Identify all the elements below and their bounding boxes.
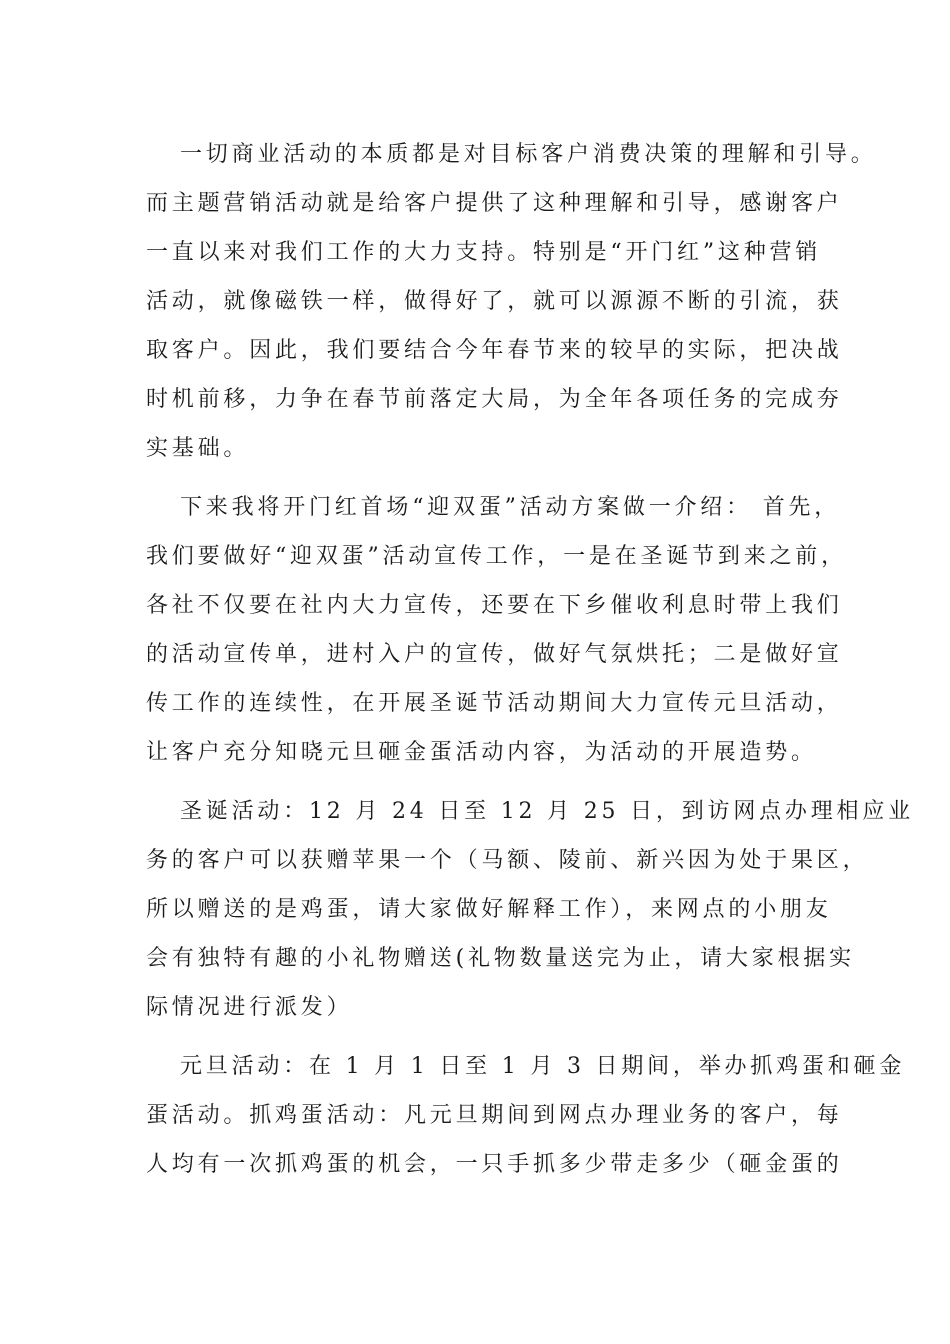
text-line: 元旦活动：在 1 月 1 日至 1 月 3 日期间，举办抓鸡蛋和砸金 bbox=[180, 1054, 906, 1079]
document-body bbox=[146, 130, 914, 1199]
text-line: 取客户。因此，我们要结合今年春节来的较早的实际，把决战 bbox=[146, 338, 843, 363]
text-line: 一直以来对我们工作的大力支持。特别是“开门红”这种营销 bbox=[146, 240, 822, 265]
text-line: 蛋活动。抓鸡蛋活动：凡元旦期间到网点办理业务的客户，每 bbox=[146, 1103, 843, 1128]
paragraph-christmas bbox=[146, 787, 914, 1032]
paragraph-intro bbox=[146, 130, 877, 473]
text-line: 我们要做好“迎双蛋”活动宣传工作，一是在圣诞节到来之前， bbox=[146, 544, 847, 569]
text-line: 传工作的连续性，在开展圣诞节活动期间大力宣传元旦活动， bbox=[146, 691, 843, 716]
text-line: 务的客户可以获赠苹果一个（马额、陵前、新兴因为处于果区， bbox=[146, 848, 869, 873]
paragraph-new-year bbox=[146, 1042, 906, 1189]
text-line: 而主题营销活动就是给客户提供了这种理解和引导，感谢客户 bbox=[146, 191, 843, 216]
text-line: 所以赠送的是鸡蛋，请大家做好解释工作），来网点的小朋友 bbox=[146, 897, 832, 922]
text-line: 一切商业活动的本质都是对目标客户消费决策的理解和引导。 bbox=[180, 142, 877, 167]
paragraph-plan bbox=[146, 483, 847, 777]
text-line: 圣诞活动：12 月 24 日至 12 月 25 日，到访网点办理相应业 bbox=[180, 799, 914, 824]
text-line: 际情况进行派发） bbox=[146, 995, 353, 1020]
text-line: 时机前移，力争在春节前落定大局，为全年各项任务的完成夯 bbox=[146, 387, 843, 412]
text-line: 各社不仅要在社内大力宣传，还要在下乡催收利息时带上我们 bbox=[146, 593, 843, 618]
text-line: 的活动宣传单，进村入户的宣传，做好气氛烘托；二是做好宣 bbox=[146, 642, 843, 667]
text-line: 会有独特有趣的小礼物赠送(礼物数量送完为止，请大家根据实 bbox=[146, 946, 855, 971]
text-line: 实基础。 bbox=[146, 436, 250, 461]
text-line: 让客户充分知晓元旦砸金蛋活动内容，为活动的开展造势。 bbox=[146, 740, 817, 765]
text-line: 人均有一次抓鸡蛋的机会，一只手抓多少带走多少（砸金蛋的 bbox=[146, 1152, 843, 1177]
text-line: 活动，就像磁铁一样，做得好了，就可以源源不断的引流，获 bbox=[146, 289, 843, 314]
text-line: 下来我将开门红首场“迎双蛋”活动方案做一介绍： 首先， bbox=[180, 495, 841, 520]
